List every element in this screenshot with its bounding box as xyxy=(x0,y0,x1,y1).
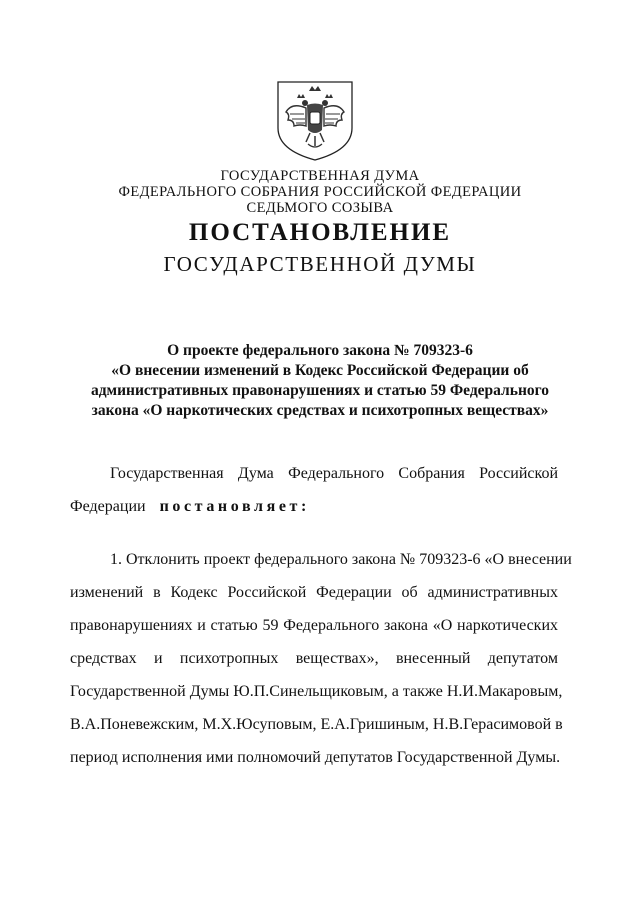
paragraph-line: 1. Отклонить проект федерального закона № 709323-6 «О внесении xyxy=(110,551,572,568)
paragraph-line: период исполнения ими полномочий депутатов Государственной Думы. xyxy=(70,749,561,766)
paragraph-line: правонарушениях и статью 59 Федерального закона «О наркотических xyxy=(70,617,558,634)
paragraph-line: Государственной Думы Ю.П.Синельщиковым, а также Н.И.Макаровым, xyxy=(70,683,563,700)
header-line-duma: ГОСУДАРСТВЕННАЯ ДУМА xyxy=(220,168,420,184)
paragraph-line: В.А.Поневежским, М.Х.Юсуповым, Е.А.Гришиным, Н.В.Герасимовой в xyxy=(70,716,563,733)
decree-subtitle: ГОСУДАРСТВЕННОЙ ДУМЫ xyxy=(163,252,477,276)
paragraph-line: средствах и психотропных веществах», внесенный депутатом xyxy=(70,650,558,667)
decree-title: ПОСТАНОВЛЕНИЕ xyxy=(188,219,452,246)
preamble-start: Федерации xyxy=(70,498,146,515)
subject-line: «О внесении изменений в Кодекс Российской Федерации об xyxy=(111,362,529,379)
coat-of-arms-icon xyxy=(272,78,358,164)
subject-line: административных правонарушениях и статью 59 Федерального xyxy=(90,382,550,399)
preamble-line: Государственная Дума Федерального Собрания Российской xyxy=(110,465,558,482)
subject-line: закона «О наркотических средствах и психотропных веществах» xyxy=(91,402,549,419)
subject-line: О проекте федерального закона № 709323-6 xyxy=(167,342,473,359)
header-line-convocation: СЕДЬМОГО СОЗЫВА xyxy=(246,200,394,216)
preamble-line xyxy=(70,497,558,517)
header-line-assembly: ФЕДЕРАЛЬНОГО СОБРАНИЯ РОССИЙСКОЙ ФЕДЕРАЦИИ xyxy=(118,184,522,200)
paragraph-line: изменений в Кодекс Российской Федерации об административных xyxy=(70,584,558,601)
decision-word: постановляет: xyxy=(159,498,310,515)
